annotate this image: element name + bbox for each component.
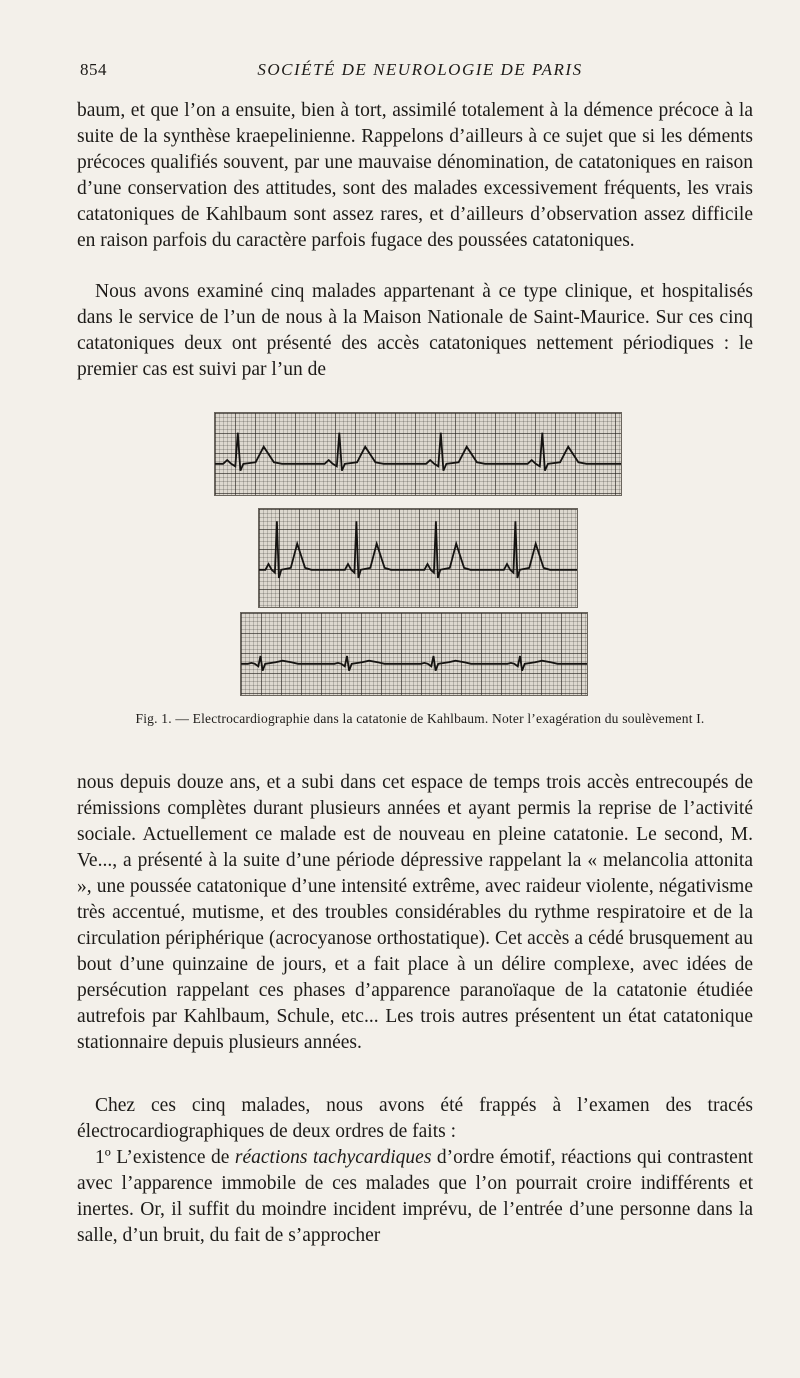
page-header bbox=[80, 60, 760, 88]
paragraph-1: baum, et que l’on a ensuite, bien à tort, assimilé totalement à la démence précoce à la suite de la synthèse kraepelinienne. Rappelons d’ailleurs à ce sujet que si les déments précoces qualifiés souvent, par une mauvaise dénomination, de catatoniques en raison d’une conservation des attitudes, sont des malades excessivement fréquents, les vrais catatoniques de Kahlbaum sont assez rares, et d’ailleurs d’observation assez difficile en raison parfois du caractère parfois fugace des poussées catatoniques. bbox=[77, 100, 753, 251]
ecg-trace-lead-I bbox=[215, 433, 621, 471]
figure-label: Fig. 1. — bbox=[135, 711, 190, 726]
paragraph-3: nous depuis douze ans, et a subi dans cet espace de temps trois accès entrecoupés de rémissions complètes durant plusieurs années et ayant permis la reprise de l’activité sociale. Actuellement ce malade est de nouveau en pleine catatonie. Le second, M. Ve..., a présenté à la suite d’une période dépressive rappelant la « melancolia attonita », une poussée catatonique d’une intensité extrême, avec raideur violente, négativisme très accentué, mutisme, et des troubles considérables du rythme respiratoire et de la circulation périphérique (acrocyanose orthostatique). Cet accès a cédé brusquement au bout d’une quinzaine de jours, et a fait place à un délire complexe, avec idées de persécution rappelant ces phases d’apparence paranoïaque de la catatonie étudiée autrefois par Kahlbaum, Schule, etc... Les trois autres présentent un état catatonique stationnaire depuis plusieurs années. bbox=[77, 772, 753, 1053]
paragraph-4: Chez ces cinq malades, nous avons été frappés à l’examen des tracés électrocardiographiques de deux ordres de faits : bbox=[77, 1095, 753, 1142]
figure-caption-text: Electrocardiographie dans la catatonie de Kahlbaum. Noter l’exagération du soulèvement I. bbox=[192, 711, 705, 726]
paragraph-5-rest: d’ordre émotif, réactions qui contrastent avec l’apparence immobile de ces malades que l’on pourrait croire indifférents et inertes. Or, il suffit du moindre incident imprévu, de l’entrée d’une personne dans la salle, d’un bruit, du fait de s’approcher bbox=[77, 1147, 753, 1246]
ecg-trace-svg bbox=[241, 613, 587, 695]
ecg-trace-svg bbox=[259, 509, 577, 607]
ecg-strip-lead-1 bbox=[214, 412, 622, 496]
paragraph-5-prefix: 1º L’existence de bbox=[95, 1147, 235, 1168]
ecg-strip-lead-2 bbox=[258, 508, 578, 608]
ecg-figure bbox=[200, 402, 630, 708]
ecg-strip-lead-3 bbox=[240, 612, 588, 696]
ecg-trace-lead-II bbox=[259, 521, 577, 578]
paragraph-5 bbox=[77, 1145, 753, 1249]
paragraph-5-italic: réactions tachycardiques bbox=[234, 1147, 432, 1168]
ecg-trace-svg bbox=[215, 413, 621, 495]
figure-caption bbox=[80, 711, 760, 727]
ecg-trace-lead-III bbox=[241, 656, 587, 671]
paragraph-2: Nous avons examiné cinq malades appartenant à ce type clinique, et hospitalisés dans le service de l’un de nous à la Maison Nationale de Saint-Maurice. Sur ces cinq catatoniques deux ont présenté des accès catatoniques nettement périodiques : le premier cas est suivi par l’un de bbox=[77, 281, 753, 380]
running-title: SOCIÉTÉ DE NEUROLOGIE DE PARIS bbox=[257, 60, 583, 79]
page-number: 854 bbox=[80, 60, 107, 79]
